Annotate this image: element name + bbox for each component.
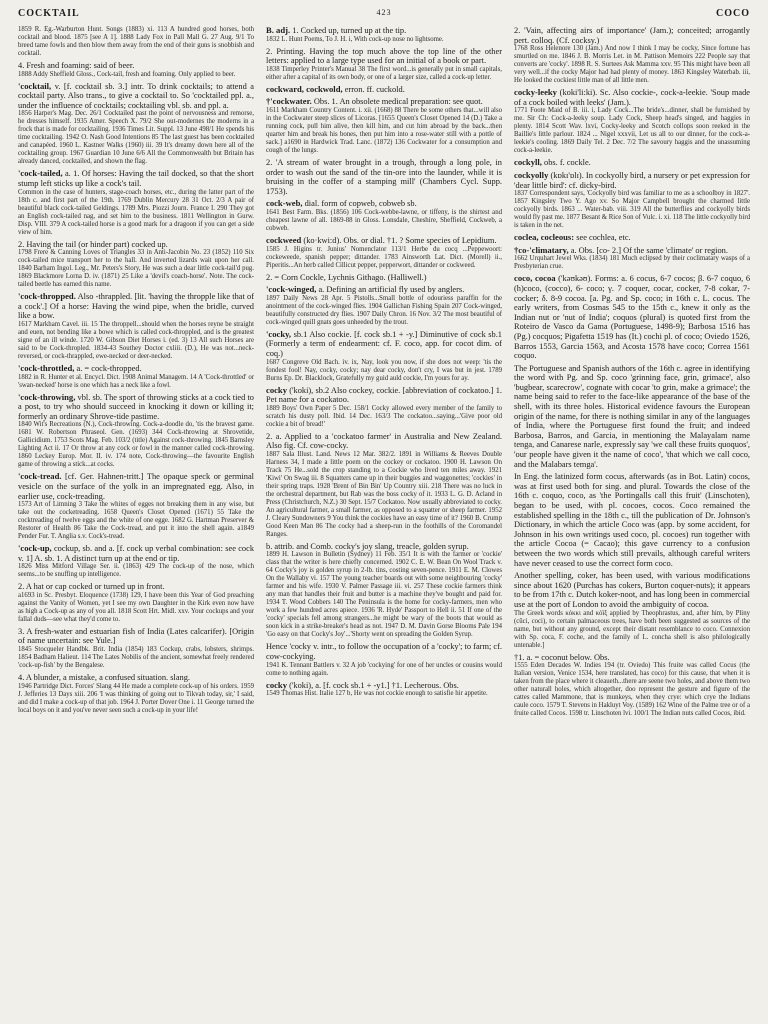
entry-definition-line <box>266 642 502 661</box>
entry-definition: Obs. 1. An obsolete medical preparation: see quot. <box>313 97 483 107</box>
entry-definition: sb.1 Also cockie. [f. cock sb.1 + -y.] Diminutive of cock sb.1 (Formerly a term of endearment: cf. F. coco, app. for cocot dim. of coq.) <box>266 329 502 358</box>
dictionary-entry <box>514 158 750 168</box>
entry-headword: coclea, cocleous: <box>514 232 575 243</box>
entry-definition: 2. A hat or cap cocked or turned up in front. <box>18 582 165 592</box>
entry-definition: ('koki), a. [f. cock sb.1 + -y1.] †1. Lecherous. Obs. <box>289 680 459 690</box>
dictionary-entry <box>18 61 254 79</box>
entry-quotations: 1549 Thomas Hist. Italie 127 b, He was not cockie enough to satisfie hir appetite. <box>266 690 488 698</box>
entry-quotations: 1946 Partridge Dict. Forces' Slang 44 He made a complete cock-up of his orders. 1959 J. Jefferies 13 Days xiii. 206 'I was thinking of going out to Tikvah today, sir,' I said, and did I make a cock-up of that job. 1964 J. Porter Dover One i. 11 George turned the local boys on it and you've never seen such a cock-up in your life! <box>18 682 254 714</box>
dictionary-entry <box>266 330 502 383</box>
entry-quotations: 1826 Miss Mitford Village Ser. ii. (1863) 429 The cock-up of the nose, which seems...to be snuffing up intelligence. <box>18 563 254 579</box>
entry-definition-line <box>266 97 502 107</box>
entry-quotations: 1617 Markham Cavel. iii. 15 The throppell...should when the horses reyne be straight and euen, not bending like a bowe which is called cock-throppled, and is the greatest signe of an ill winde. 1720 W. Gibson Diet Horses i. (ed. 3) 13 All such Horses are said to be Cock-thropled. 1834-43 Southey Doctor cxliii. (D.), He was not...neck-reversed, or cock-thrappled, ewe-necked or deer-necked. <box>18 320 254 360</box>
entry-definition-line <box>18 544 254 563</box>
entry-headword: cocky-leeky <box>514 87 557 98</box>
entry-definition-line <box>266 330 502 359</box>
dictionary-entry <box>514 364 750 470</box>
entry-definition-line <box>514 653 750 663</box>
text-columns <box>18 26 750 1018</box>
entry-definition-line <box>18 582 254 592</box>
dictionary-entry <box>266 26 502 44</box>
dictionary-entry <box>514 233 750 243</box>
dictionary-entry <box>514 274 750 360</box>
entry-definition: 2. a. Applied to a 'cockatoo farmer' in Australia and New Zealand. Also fig. Cf. cow-cocky. <box>266 431 502 451</box>
page-number: 423 <box>376 8 392 17</box>
entry-definition: 2. 'A stream of water brought in a trough, through a long pole, in order to wash out the sand of the tin-ore into the launder, while it is bruising in the coffer of a stamping mill' (Chambers Cycl. Supp. 1753). <box>266 157 502 196</box>
entry-definition: Hence 'cocky v. intr., to follow the occupation of a 'cocky'; to farm; cf. cow-cockying. <box>266 642 502 662</box>
entry-definition: 2. Printing. Having the top much above the top line of the other letters: applied to a large type used for an initial of a book or part. <box>266 46 502 66</box>
entry-quotations: 1840 Wit's Recreations (N.), Cock-throwing. Cock-a-doodle do, 'tis the bravest game. 1681 W. Robertson Phraseol. Gen. (1693) 344 Cock-throwing at Shrovetide, Gallicidium. 1753 Scots Mag. Feb. 103/2 (title) Against cock-throwing. 1845 Barnsley Lighting Act ii. 17 Or throw at any cock or fowl in the manner called cock-throwing. 1860 Leckey Europ. Mor. II. iv. 174 note, Cock-throwing—the favourite English game of throwing a stick...at cocks. <box>18 421 254 469</box>
entry-definition-line <box>514 274 750 360</box>
entry-quotations: 1585 J. Higins tr. Junius' Nomenclator 113/1 Herbe du cocq ...Peppewoort: cockeweede, spanish pepper; dittander. 1783 Ainsworth Lat. Dict. (Morell) ii., Piperitis...An herb called Cillicut pepper, pepperwort, dittander or cockweed. <box>266 245 502 269</box>
dictionary-entry <box>266 97 502 155</box>
entry-definition: obs. f. cockle. <box>544 158 591 168</box>
dictionary-entry <box>514 472 750 568</box>
entry-quotations: 1798 Frere & Canning Loves of Triangles 33 in Anti-Jacobin No. 23 (1852) 110 Six cock-tailed mice transport her to the hall. And inverted lizards wait upon her call. 1840 Barham Ingol. Leg., Mr. Peters's Story, He was such a dear little cock-tail'd pug. 1869 Blackmore Lorna D. iv. (1871) 25 Like a 'devil's coach-horse'. Note. The cock-tailed beetle has earned this name. <box>18 249 254 289</box>
entry-definition: 4. Fresh and foaming: said of beer. <box>18 61 135 70</box>
entry-quotations: 1555 Eden Decades W. Indies 194 (tr. Oviedo) This fruite was called Cocus (the Italian version, Venice 1534, here translated, has coco) for this cause, that when it is taken from the place where it cleaueth...there are seene two holes, and above them two other naturall holes, which altogether, doo represent the gesture and figure of the cattes called Mammone, that is munkeys, when they crye: which crye the Indians caule coco. 1579 T. Stevens in Hakluyt Voy. (1589) 162 Wine of the Palme tree or of a fruite called Cocos. 1598 tr. Linschoten lvi. 100/1 The Indian nuts called Cocos, ibid. <box>514 662 750 718</box>
entry-headword: cockyll, <box>514 157 542 168</box>
entry-headword: 'cocky, <box>266 328 292 339</box>
entry-definition-line <box>266 285 502 295</box>
entry-definition: dial. form of copweb, cobweb sb. <box>304 199 417 209</box>
entry-definition-line <box>266 273 502 283</box>
entry-definition-line <box>266 26 502 36</box>
entry-definition-line <box>514 233 750 243</box>
entry-definition: a. Obs. [co- 2.] Of the same 'climate' or region. <box>570 245 728 255</box>
entry-definition: vbl. sb. The sport of throwing sticks at a cock tied to a post, to try who should succeed in knocking it down or killing it; formerly an ordinary Shrove-tide pastime. <box>18 392 254 421</box>
entry-definition: (kɒkɪ'ɒlɪ). In cockyolly bird, a nursery or pet expression for 'dear little bird': cf. dicky-bird. <box>514 170 750 190</box>
dictionary-entry <box>18 364 254 390</box>
entry-quotations: 1662 Urquhart Jewel Wks. (1834) 181 Much eclipsed by their coclimatary wasps of a Presbyterian crue. <box>514 255 750 271</box>
entry-definition-line <box>18 393 254 422</box>
column-3 <box>514 26 750 1018</box>
entry-definition: 1. Cocked up, turned up at the tip. <box>292 26 407 35</box>
entry-quotations: 1573 Art of Limning 3 Take the whites of egges not breaking them in any wise, but take out the cocketreading. 1658 Queen's Closet Opened (1671) 55 Take the cocktreading of twelve eggs and the white of one egge. 1682 G. Hartman Preserver & Restorer of Health 86 Take the Cock-tread, and put it into the shell again. a1849 Pender Fur. T. Anglia s.v. Cock's-tread. <box>18 501 254 541</box>
dictionary-entry <box>266 542 502 640</box>
header-right-guide-word: COCO <box>716 8 750 19</box>
entry-headword: †'cockwater. <box>266 96 312 107</box>
column-1 <box>18 26 254 1018</box>
entry-definition: [cf. Ger. Hahnen-tritt.] The opaque speck or germinal vesicle on the surface of the yolk in an impregnated egg. Also, in earlier use, cock-treading. <box>18 472 254 501</box>
entry-quotations: 1687 Congreve Old Bach. iv. ix, Nay, look you now, if she does not weep: 'tis the fondest fool! Nay, cocky, cocky; nay dear cocky, don't cry, I was but in jest. 1789 Burns Ep. Dr. Blacklock, Gratefully my guid auld cockie, I'm yours for ay. <box>266 358 502 382</box>
entry-headword: 'cock-tailed, <box>18 168 63 179</box>
dictionary-entry <box>18 472 254 541</box>
column-2 <box>266 26 502 1018</box>
entry-headword: †co-'climatary, <box>514 244 569 255</box>
entry-definition-line <box>18 169 254 188</box>
entry-definition-line <box>266 681 502 691</box>
entry-definition: (koki'li:ki). Sc. Also cockie-, cock-a-leekie. 'Soup made of a cock boiled with leeks' (Jam.). <box>514 88 750 107</box>
entry-definition: Also -thrappled. [lit. 'having the thropple like that of a cock'.] Of a horse: Having the wind pipe, when the bridle, curved like a bow. <box>18 292 254 321</box>
entry-definition-line <box>18 82 254 111</box>
entry-quotations: 1882 in R. Hunter et al. Encycl. Dict. 1908 Animal Managem. 14 A 'Cock-throttled' or 'swan-necked' horse is one which has a neck like a fowl. <box>18 373 254 389</box>
dictionary-entry <box>266 386 502 429</box>
entry-headword: coco, cocoa <box>514 273 556 284</box>
entry-definition: 4. A blunder, a mistake, a confused situation. slang. <box>18 673 191 683</box>
entry-definition: cockup, sb. and a. [f. cock up verbal combination: see cock v. 1] A. sb. 1. A distinct turn up at the end or tip. <box>18 544 254 563</box>
entry-definition-line <box>266 47 502 66</box>
entry-definition-line <box>514 246 750 256</box>
entry-definition: ('koki), sb.2 Also cockey, cockie. [abbreviation of cockatoo.] 1. Pet name for a cockatoo. <box>266 385 502 405</box>
entry-headword: 'cock-throttled, <box>18 362 75 373</box>
dictionary-entry <box>514 571 750 649</box>
entry-definition-line <box>514 88 750 107</box>
entry-definition-line <box>266 158 502 196</box>
entry-definition-line <box>266 236 502 246</box>
entry-quotations: 1837 Correspondent says, 'Cockyolly bird was familiar to me as a schoolboy in 1827'. 1857 Kingsley Two Y. Ago xv. So Major Campbell brought the charmed little cockyolly birds. 1863 ... Water-bab. viii. 319 All the butterflies and cockyolly birds would fly past me. 1877 Besant & Rice Son of Vulc. i. xi. 118 The little cockyolly bird is taken in the net. <box>514 190 750 230</box>
entry-headword: cockward, cockwold, <box>266 83 343 94</box>
entry-quotations: The Greek words κόκκι and κόïξ applied by Theophrastus, and, after him, by Pliny (cūci, coci), to certain palmaceous trees, have both been suggested as sources of the name, but without any ground, except their distant resemblance to coco. Connexion with Sp. coca, F. coche, and the family of L. concha shell is also philologically untenable.] <box>514 609 750 649</box>
entry-definition: a. 1. Of horses: Having the tail docked, so that the short stump left sticks up like a cock's tail. <box>18 169 254 188</box>
entry-quotations: 1889 Boys' Own Paper 5 Dec. 158/1 Cocky allowed every member of the family to scratch his dusty poll. Ibid. 14 Dec. 163/3 The cockatoo...saying...'Give poor old cockie a bit of bread!' <box>266 404 502 428</box>
entry-quotations: 1838 Timperley Printer's Manual 38 The first word...is generally put in small capitals, either after a capital of its own body, or one of a larger size, called a cock-up letter. <box>266 65 502 81</box>
entry-headword: cockyolly <box>514 169 549 180</box>
entry-definition: 3. A fresh-water and estuarian fish of India (Lates calcarifer). [Origin of name uncertain: see Yule.] <box>18 626 254 646</box>
dictionary-entry <box>18 82 254 167</box>
header-left-guide-word: COCKTAIL <box>18 8 80 19</box>
dictionary-entry <box>18 169 254 236</box>
dictionary-entry <box>266 47 502 82</box>
dictionary-entry <box>18 240 254 290</box>
entry-headword: 'cocktail, <box>18 80 52 91</box>
entry-headword: cock-web, <box>266 198 303 209</box>
entry-definition-line <box>514 364 750 470</box>
entry-definition-line <box>266 85 502 95</box>
entry-headword: 'cock-up, <box>18 543 52 554</box>
entry-quotations: 1641 Best Farm. Bks. (1856) 106 Cock-webbe-lawne, or tiffeny, is the shirtest and cheapest lawne of all. 1869-88 in Gloss. Lonsdale, Cheshire, Sheffield, Cockweb, a cobweb. <box>266 208 502 232</box>
entry-definition-line <box>514 472 750 568</box>
entry-definition: (ko·kwi:d). Obs. or dial. †1. ? Some species of Lepidium. <box>303 235 497 245</box>
entry-quotations: 1768 Ross Helenore 130 (Jam.) And now I think I may be cocky, Since fortune has smurtled on me. 1846 J. B. Morris Let. in M. Pattison Memoirs 222 People say that converts are 'cocky'. 1898 R. S. Surtees Ask Mamma xxv. 95 This might have been all very well...if the cocky Major had had plenty of money. 1863 Kingsley Waterbab. iii, He looked the cockiest little man of all little men. <box>514 45 750 85</box>
dictionary-entry <box>266 199 502 233</box>
entry-quotations: 1845 Stocqueler Handbk. Brit. India (1854) 183 Cockup, crabs, lobsters, shrimps. 1854 Badham Halieut. 114 The Lates Nobilis of the ancient, somewhat freely rendered 'cock-up-fish' by the Bengalese. <box>18 646 254 670</box>
entry-definition-line <box>18 292 254 321</box>
dictionary-entry <box>514 26 750 85</box>
dictionary-entry <box>18 393 254 470</box>
entry-definition-line <box>266 199 502 209</box>
entry-definition-line <box>514 158 750 168</box>
entry-definition-line <box>266 432 502 451</box>
dictionary-entry <box>266 285 502 327</box>
dictionary-entry <box>266 158 502 196</box>
entry-definition-line <box>514 171 750 190</box>
entry-headword: B. adj. <box>266 26 291 35</box>
dictionary-entry <box>514 653 750 719</box>
dictionary-entry <box>266 273 502 283</box>
dictionary-entry <box>18 292 254 361</box>
entry-definition: v. [f. cocktail sb. 3.] intr. To drink cocktails; to attend a cocktail party. Also trans., to give a cocktail to. So 'cocktailed ppl. a., under the influence of cocktails; cocktailing vbl. sb. and ppl. a. <box>18 81 254 110</box>
entry-quotations: 1888 Addy Sheffield Gloss., Cock-tail, fresh and foaming. Only applied to beer. <box>18 70 236 78</box>
entry-definition-line <box>18 472 254 501</box>
entry-headword: 'cock-throwing, <box>18 391 76 402</box>
entry-quotations: 1771 Foote Maid of B. iii. i, Lady Cock...The bride's...dinner, shall be furnished by me. Sir Ch: Cock-a-leeky soup. Lady Cock, Sheep head's singed, and haggies in plenty. 1814 Scott Wav. lxvi, Cocky-leeky and Scotch collops soon reeked in the Baillie's little parlour. 1824 ... Nigel xxxvii, Let us all to our dinner, for the cock-a-leekie's cooling. 1869 Daily Tel. 2 Dec. 7/2 The savoury haggis and the unassuming cock-a-leekie. <box>514 107 750 155</box>
entry-quotations: a1693 in Sc. Presbyt. Eloquence (1738) 129, I have been this Year of God preaching against the Vanity of Women, yet I see my own Daughter in the Kirk even now have as high a Cock-up as any of you all. 1818 Scott Hrt. Midl. xxv. Your cockups and your fallal duds—see what they'd come to. <box>18 591 254 623</box>
entry-headword: 'cock-winged, <box>266 284 317 295</box>
dictionary-entry <box>18 627 254 670</box>
dictionary-entry <box>266 681 502 699</box>
dictionary-entry <box>18 26 254 58</box>
entry-quotations: 1897 Daily News 28 Apr. 5 Pistolls...Small bottle of odouriess paraffin for the anointment of the cock-winged flies. 1904 Gallichan Fishing Spain 207 Cock-winged, beautifully constructed dry flies. 1907 Daily Chron. 16 Nov. 3/2 The most beautiful of cock-winged quill gnats goes unheeded by the trout. <box>266 294 502 326</box>
entry-definition: Another spelling, coker, has been used, with various modifications since about 1620 (Purchas has cokers, Burton coquer-nuts); it appears to be from 17th c. Dutch koker-noot, and has long been in commercial use at the port of London to avoid the ambiguity of cocoa. <box>514 571 750 609</box>
entry-quotations: 1859 R. Eg.-Warburton Hunt. Songs (1883) xi. 113 A hundred good horses, both cocktail and blood. 1875 [see A 1]. 1888 Lady Fox in Pall Mall G. 27 Aug. 9/1 To breed tame fowls and then blow them away from the end of their guns is snobbish and cocktail. <box>18 26 254 57</box>
entry-definition: 2. Having the tail (or hinder part) cocked up. <box>18 239 168 249</box>
entry-quotations: 1832 L. Hunt Poems, To J. H. i, With cock-up nose no lightsome. <box>266 35 444 43</box>
entry-definition: b. attrib. and Comb. cocky's joy slang, treacle, golden syrup. <box>266 541 469 551</box>
dictionary-entry <box>18 582 254 624</box>
entry-definition-line <box>18 240 254 250</box>
entry-definition-line <box>266 386 502 405</box>
entry-quotations: 1899 H. Lawson in Bulletin (Sydney) 11 Feb. 35/1 It is with the farmer or 'cockie' class that the writer is here chiefly concerned. 1902 C. E. W. Bean On Wool Track v. 64 Cocky's joy is golden syrup in 2-lb. tins, costing seven-pence. 1911 E. M. Clowes On the Wallaby vi. 157 The young teacher boards out with some neighbouring 'cocky' farmer and his wife. 1930 V. Palmer Passage iii. vi. 257 These cockie farmers think any man that handles their fruit and butter is a machine they've bought and paid for. 1934 T. Wood Cobbers 140 The Peninsula is the home for cocky-farmers, men who work a few hundred acres apiece. 1936 'R. Hyde' Passport to Hell ii. 51 If one of the 'cocky' specials fell among strangers...he might be wary of the boots that would as soon kick in a strike-breaker's head as not. 1947 D. M. Davin Gorse Blooms Pale 194 'Go easy on that Cocky's Joy'...'Shorty went on spreading the Golden Syrup. <box>266 551 502 639</box>
dictionary-entry <box>266 85 502 95</box>
dictionary-entry <box>514 171 750 230</box>
entry-definition: see cochlea, etc. <box>576 233 631 243</box>
entry-definition: 2. = Corn Cockle, Lychnis Githago. (Halliwell.) <box>266 272 427 282</box>
entry-headword: cocky <box>266 384 288 395</box>
entry-definition-line <box>18 673 254 683</box>
entry-headword: cocky <box>266 679 288 690</box>
entry-definition: a. Defining an artificial fly used by anglers. <box>318 285 465 295</box>
entry-quotations: Common in the case of hunters, stage-coach horses, etc., during the latter part of the 18th c. and first part of the 19th. 1769 Dublin Mercury 28 31 Oct. 2/3 A pair of beautiful black cock-tailed Geldings. 1789 Mrs. Piozzi Journ. France I. 290 They got an English cock-tailed nag, and set him to the business. 1811 Wellington in Gurw. Disp. VIII. 379 A cock-tailed horse is a good mark for a dragoon if you can get a side view of him. <box>18 188 254 236</box>
dictionary-entry <box>266 642 502 677</box>
entry-quotations: 1941 K. Tennant Battlers v. 32 A job 'cockying' for one of her uncles or cousins would come to nothing again. <box>266 661 502 677</box>
entry-definition-line <box>514 26 750 45</box>
entry-quotations: 1887 Sala Illust. Land. News 12 Mar. 382/2. 1891 in Williams & Reeves Double Harness 34, I made a little poem on the cockey or cockatoo. 1900 H. Lawson On Track 75 He...sold the crop standing to a Cockie who lived ten miles away. 1921 'Kiwi' On Swag iii. 8 Squatters came up in their buggies and waggonettes; 'cockies' in their spring traps. 1928 'Brent of Bin Bin' Up Country xiii. 218 There was no luck in the orchestral department, but Rab was the boss cocky of it. 1933 L. G. D. Acland in Press (Christchurch, N.Z.) 30 Sept. 15/7 Cockatoo. Now usually abbreviated to cocky. An agricultural farmer, a small farmer, as opposed to a squatter or sheep farmer. 1952 J. Cleary Sundowners 9 You think the cockies have an easy time of it? 1960 B. Crump Good Keen Man 86 The cocky had a sheep-run in the foothills of the Coromandel Ranges. <box>266 450 502 538</box>
entry-quotations: 1611 Markham Country Content. i. xii. (1668) 88 There be some others that...will also in the Cockwater steep slices of Licoras. [1655 Queen's Closet Opened 14 (D.) Take a running cock, pull him alive, then kill him, and cut him abroad by the back...then quarter him and break his bones, then put him into a rose-water still with a pottle of sack.] a1690 in Hardwick Trad. Lanc. (1872) 136 Cockwater for a consumption and cough of the lungs. <box>266 106 502 154</box>
dictionary-entry <box>514 88 750 155</box>
entry-headword: 'cock-thropped. <box>18 291 76 302</box>
dictionary-entry <box>18 673 254 715</box>
dictionary-entry <box>18 544 254 579</box>
entry-definition: †1. a. = coconut below. Obs. <box>514 652 610 662</box>
entry-definition: a. = cock-thropped. <box>76 363 142 373</box>
entry-definition: The Portuguese and Spanish authors of the 16th c. agree in identifying the word with Pg. and Sp. coco 'grinning face, grin, grimace', also 'bugbear, scarecrow', cognate with cocar 'to grin, make a grimace'; the name being said to refer to the face-like appearance of the base of the shell, with its three holes. Historical evidence favours the European origin of the name, for there is nothing similar in any of the languages of India, where the Portuguese first found the fruit; and indeed Barbosa, Barros, and Garcia, in mentioning the Malayalam name tenga, and Canarese narle, expressly say 'we call these fruits quoquos', 'our people have given it the name of coco', 'that which we call coco, and the Malabars temga'. <box>514 363 750 469</box>
entry-quotations: 1856 Harper's Mag. Dec. 26/1 Cocktailed past the point of nervousness and remorse, he dresses himself. 1935 Amer. Speech X. 79/2 She out-modernes the moderns in a frock that is made for cocktailing. 1936 Times Lit. Suppl. 13 June 498/1 He spends his time cocktailing. 1942 O. Nash Good Intentions 85 The last guest has been cocktailed and canapéed. 1960 L. Kastner Walks (1960) iii. 39 It's dreamy down here all of the cocktailing group. 1967 Guardian 10 June 6/6 All the Commonwealth but Britain has already danced, cocktailed, and shown the flag. <box>18 110 254 166</box>
entry-definition: ('kəʊkəʊ). Forms: a. 6 cocus, 6-7 cocos; β. 6-7 coquo, 6 (h)coco, (cocco), 6- coco; γ. 7 coquer, cocar, cocker, 7-8 cokar, 7- cocker; δ. 8-9 cocoa. [a. Pg. and Sp. coco; in 16th c. L. cocus. The early writers, from Cosmas 545 to the 15th c., knew it only as the Indian nut or 'nut of India'; coquos (plural) is quoted first from the Roteiro de Vasco da Gama (Portuguese, 1498-9); Barbosa 1516 has (Pg.) cocquos; Pigafetta 1519 has (It.) cochi pl. of coco; Oviedo 1526, Barros 1553, Garcia 1563, and Acosta 1578 have coco; Correa 1561 coquo. <box>514 274 750 361</box>
page-header <box>18 8 750 22</box>
dictionary-entry <box>266 236 502 270</box>
entry-definition: In Eng. the latinized form cocus, afterwards (as in Bot. Latin) cocos, was at first used both for sing. and plural. Towards the close of the 16th c. coquo, coco, as 'the Portingalls call this fruit' (Linschoten), began to be used, with pl. cocoes, cocos. Coco remained the established spelling in the 18th c., till the publication of Dr. Johnson's Dictionary, in which the article Coco was (app. by some accident, for Johnson in his own writings used coco, pl. cocoes) run together with the article Cocoa (= Cacao); this gave currency to a confusion between the two words which still prevails, although careful writers have never ceased to use the correct form coco. <box>514 472 750 568</box>
entry-headword: 'cock-tread. <box>18 471 62 482</box>
dictionary-entry <box>266 432 502 539</box>
entry-definition-line <box>18 627 254 646</box>
entry-definition: 2. 'Vain, affecting airs of importance' (Jam.); conceited; arrogantly pert. colloq. (Cf. cocksy.) <box>514 26 750 45</box>
entry-definition-line <box>514 571 750 609</box>
entry-definition-line <box>266 542 502 552</box>
entry-definition-line <box>18 61 254 71</box>
entry-headword: cockweed <box>266 234 302 245</box>
entry-definition: erron. ff. cuckold. <box>344 84 405 94</box>
dictionary-entry <box>514 246 750 272</box>
entry-definition-line <box>18 364 254 374</box>
